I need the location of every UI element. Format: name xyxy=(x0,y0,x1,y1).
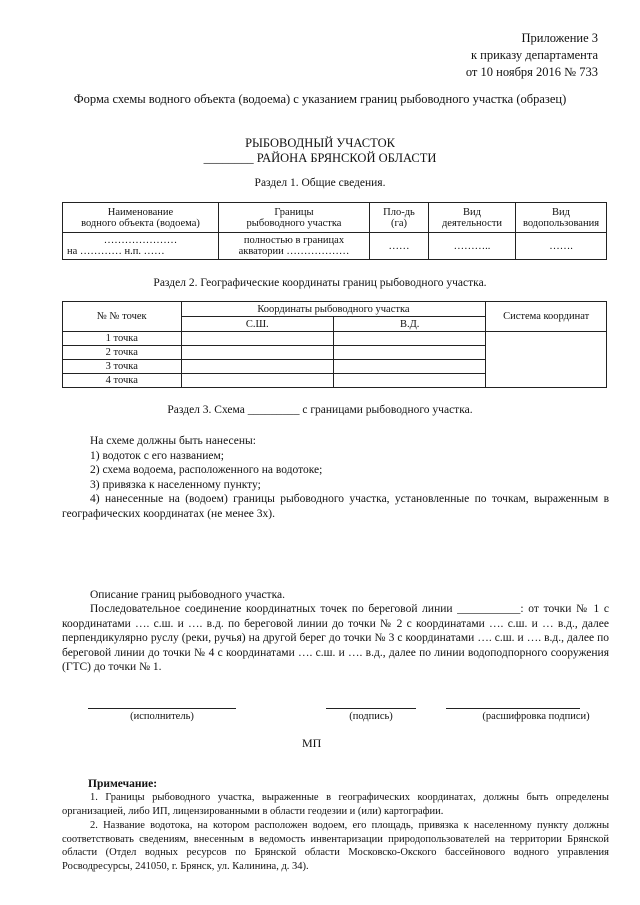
section1-heading: Раздел 1. Общие сведения. xyxy=(254,177,386,189)
document-title xyxy=(0,136,640,166)
point-label: 4 точка xyxy=(63,374,182,388)
appendix-header xyxy=(466,30,598,81)
cell-boundaries: полностью в границах акватории ……………… xyxy=(219,233,370,260)
cell-latitude xyxy=(181,332,333,346)
title-blank: ________ xyxy=(203,151,254,165)
header-water-object: Наименование водного объекта (водоема) xyxy=(63,203,219,233)
section3-blank: _________ xyxy=(247,404,300,416)
general-info-table xyxy=(62,202,607,260)
cell-latitude xyxy=(181,346,333,360)
section3-heading: Раздел 3. Схема _________ с границами рыбоводного участка. xyxy=(167,404,473,416)
table-row xyxy=(63,332,607,346)
coordinates-table xyxy=(62,301,607,388)
form-title: Форма схемы водного объекта (водоема) с указанием границ рыбоводного участка (образец) xyxy=(73,92,567,106)
title-line-2 xyxy=(0,151,640,166)
executor-caption: (исполнитель) xyxy=(130,711,194,722)
point-label: 1 точка xyxy=(63,332,182,346)
list-intro: На схеме должны быть нанесены: xyxy=(90,435,256,447)
cell-latitude xyxy=(181,360,333,374)
cell-water-use: ……. xyxy=(516,233,607,260)
decoding-caption: (расшифровка подписи) xyxy=(482,711,590,722)
appendix-line-3: от 10 ноября 2016 № 733 xyxy=(465,65,598,79)
cell-longitude xyxy=(333,360,485,374)
note-item-1: 1. Границы рыбоводного участка, выраженные в географических координатах, должны быть определены организацией, либо ИП, лицензированными в области геодезии и (или) картографии. xyxy=(62,792,609,817)
header-activity: Вид деятельности xyxy=(429,203,516,233)
cell-area: …… xyxy=(370,233,429,260)
point-label: 2 точка xyxy=(63,346,182,360)
stamp-mark: МП xyxy=(302,736,322,750)
cell-activity: ……….. xyxy=(429,233,516,260)
appendix-line-1: Приложение 3 xyxy=(521,31,598,45)
executor-line xyxy=(88,708,236,709)
signature-line xyxy=(326,708,416,709)
header-coordinates: Координаты рыбоводного участка xyxy=(181,302,486,317)
list-item: 1) водоток с его названием; xyxy=(90,449,224,462)
signature-caption: (подпись) xyxy=(349,711,393,722)
header-points: № № точек xyxy=(63,302,182,332)
list-item: 2) схема водоема, расположенного на водотоке; xyxy=(90,464,323,476)
note-heading: Примечание: xyxy=(88,778,158,790)
cell-longitude xyxy=(333,332,485,346)
appendix-line-2: к приказу департамента xyxy=(470,48,598,62)
cell-water-object: ………………… на ………… н.п. …… xyxy=(63,233,219,260)
cell-latitude xyxy=(181,374,333,388)
header-area: Пло-дь (га) xyxy=(370,203,429,233)
decoding-line xyxy=(446,708,580,709)
cell-longitude xyxy=(333,374,485,388)
section2-heading: Раздел 2. Географические координаты границ рыбоводного участка. xyxy=(153,277,487,289)
header-latitude: С.Ш. xyxy=(181,317,333,332)
header-longitude: В.Д. xyxy=(333,317,485,332)
scheme-requirements-list xyxy=(90,434,610,492)
header-boundaries: Границы рыбоводного участка xyxy=(219,203,370,233)
note-item-2: 2. Название водотока, на котором расположен водоем, его площадь, привязка к населенному пункту должны соответствовать сведениям, внесенным в ведомость инвентаризации природопользователей на территории Брянской области (Отдел водных ресурсов по Брянской области Московско-Окского бассейнового водного управления Росводресурсы, 241050, г. Брянск, ул. Калинина, д. 34). xyxy=(62,820,609,872)
table-header-row xyxy=(63,203,607,233)
description-text: Последовательное соединение координатных точек по береговой линии ___________: от точки № 1 с координатами …. с.ш. и …. в.д. по береговой линии до точки № 2 с координатами …. с.ш. и … в.д., далее перпендикулярно руслу (реки, ручья) на другой берег до точки № 3 с координатами …. с.ш. и …. в.д., далее по береговой линии до точки № 4 с координатами …. с.ш. и …. в.д., далее по линии водоподпорного сооружения (ГТС) до точки № 1. xyxy=(62,603,609,673)
title-line-1: РЫБОВОДНЫЙ УЧАСТОК xyxy=(245,136,395,150)
title-region: РАЙОНА БРЯНСКОЙ ОБЛАСТИ xyxy=(253,151,437,165)
description-heading: Описание границ рыбоводного участка. xyxy=(90,589,285,601)
list-item: 3) привязка к населенному пункту; xyxy=(90,478,261,491)
list-item: 4) нанесенные на (водоем) границы рыбоводного участка, установленные по точкам, выраженным в географических координатах (не менее 3х). xyxy=(62,493,609,520)
point-label: 3 точка xyxy=(63,360,182,374)
cell-longitude xyxy=(333,346,485,360)
header-coord-system: Система координат xyxy=(486,302,607,332)
header-water-use: Вид водопользования xyxy=(516,203,607,233)
cell-coord-system xyxy=(486,332,607,388)
table-row xyxy=(63,233,607,260)
